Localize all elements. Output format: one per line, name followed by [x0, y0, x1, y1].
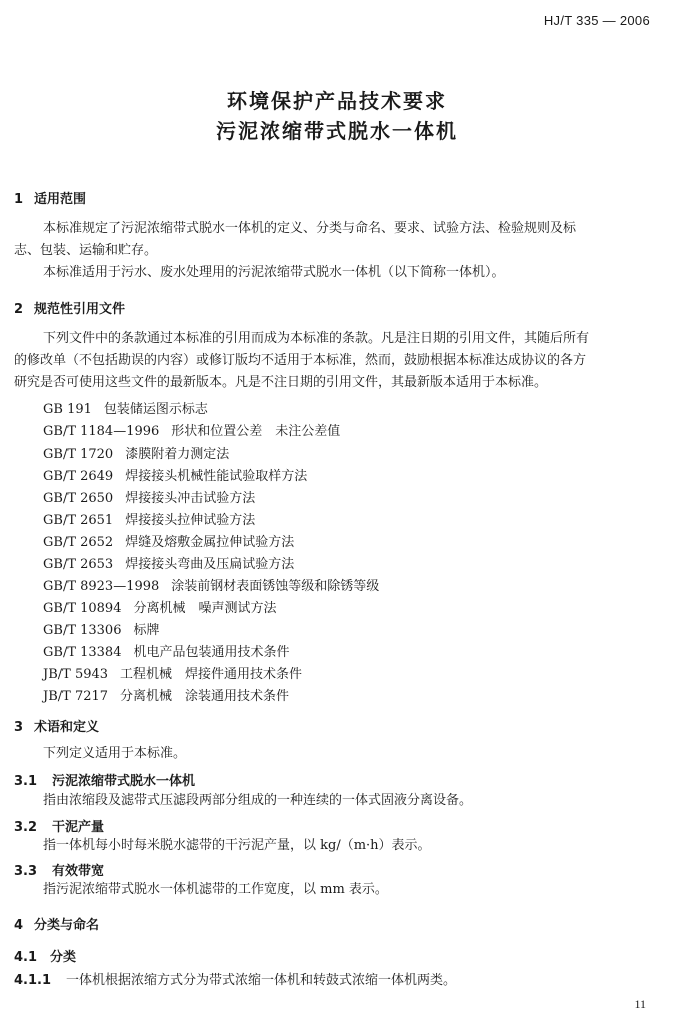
paragraph: 本标准规定了污泥浓缩带式脱水一体机的定义、分类与命名、要求、试验方法、检验规则及标 [43, 221, 577, 236]
reference-item [43, 619, 160, 638]
reference-item [43, 663, 302, 682]
paragraph: 本标准适用于污水、废水处理用的污泥浓缩带式脱水一体机（以下简称一体机）。 [43, 265, 505, 280]
clause-number: 4.1.1 [14, 973, 52, 988]
standard-code: HJ/T 335 — 2006 [543, 13, 650, 28]
subsection-title: 干泥产量 [52, 820, 105, 835]
reference-code: GB/T 13384 [43, 645, 122, 660]
subsection-title: 分类 [50, 950, 77, 965]
section-title: 分类与命名 [34, 918, 100, 933]
section-title: 适用范围 [34, 192, 87, 207]
reference-title: 形状和位置公差 未注公差值 [171, 424, 341, 439]
section-3-heading [14, 716, 99, 735]
paragraph: 下列文件中的条款通过本标准的引用而成为本标准的条款。凡是注日期的引用文件，其随后所有 [43, 331, 590, 346]
reference-code: GB 191 [43, 402, 92, 417]
section-number: 4 [14, 918, 24, 933]
reference-code: GB/T 1184—1996 [43, 424, 160, 439]
definition-text: 指由浓缩段及滤带式压滤段两部分组成的一种连续的一体式固液分离设备。 [43, 793, 473, 808]
reference-title: 分离机械 噪声测试方法 [133, 601, 277, 616]
clause-text: 一体机根据浓缩方式分为带式浓缩一体机和转鼓式浓缩一体机两类。 [66, 973, 457, 988]
reference-code: JB/T 5943 [43, 667, 109, 682]
subsection-3-2-heading [14, 816, 104, 835]
document-title-line2: 污泥浓缩带式脱水一体机 [216, 119, 458, 143]
paragraph: 的修改单（不包括勘误的内容）或修订版均不适用于本标准，然而，鼓励根据本标准达成协议的各方 [14, 353, 587, 368]
reference-code: GB/T 2651 [43, 513, 114, 528]
reference-item [43, 641, 290, 660]
subsection-3-1-heading [14, 770, 195, 789]
section-number: 2 [14, 302, 24, 317]
reference-code: JB/T 7217 [43, 689, 109, 704]
definition-text: 指污泥浓缩带式脱水一体机滤带的工作宽度，以 mm 表示。 [43, 882, 388, 897]
reference-title: 漆膜附着力测定法 [125, 447, 230, 462]
reference-title: 焊缝及熔敷金属拉伸试验方法 [125, 535, 295, 550]
reference-item [43, 398, 208, 417]
section-number: 3 [14, 720, 24, 735]
paragraph: 下列定义适用于本标准。 [43, 746, 187, 761]
subsection-3-3-heading [14, 860, 104, 879]
reference-item [43, 420, 340, 439]
reference-title: 涂装前钢材表面锈蚀等级和除锈等级 [171, 579, 380, 594]
reference-title: 包装储运图示标志 [103, 402, 208, 417]
reference-title: 焊接接头弯曲及压扁试验方法 [125, 557, 295, 572]
subsection-number: 3.2 [14, 820, 38, 835]
subsection-title: 有效带宽 [52, 864, 105, 879]
subsection-number: 4.1 [14, 950, 38, 965]
reference-title: 工程机械 焊接件通用技术条件 [120, 667, 303, 682]
reference-item [43, 443, 229, 462]
reference-item [43, 509, 255, 528]
reference-code: GB/T 2650 [43, 491, 114, 506]
section-title: 术语和定义 [34, 720, 100, 735]
reference-code: GB/T 10894 [43, 601, 122, 616]
clause-4-1-1 [14, 969, 456, 988]
page-number: 11 [634, 997, 646, 1011]
reference-item [43, 685, 289, 704]
paragraph: 志、包装、运输和贮存。 [14, 243, 158, 258]
reference-code: GB/T 1720 [43, 447, 114, 462]
reference-title: 焊接接头拉伸试验方法 [125, 513, 256, 528]
definition-text: 指一体机每小时每米脱水滤带的干污泥产量，以 kg/（m·h）表示。 [43, 838, 431, 853]
subsection-title: 污泥浓缩带式脱水一体机 [52, 774, 196, 789]
paragraph: 研究是否可使用这些文件的最新版本。凡是不注日期的引用文件，其最新版本适用于本标准。 [14, 375, 548, 390]
subsection-number: 3.1 [14, 774, 38, 789]
reference-item [43, 553, 294, 572]
reference-item [43, 465, 307, 484]
reference-item [43, 575, 379, 594]
subsection-4-1-heading [14, 946, 76, 965]
section-title: 规范性引用文件 [34, 302, 126, 317]
reference-title: 分离机械 涂装通用技术条件 [120, 689, 290, 704]
reference-item [43, 531, 294, 550]
reference-item [43, 487, 255, 506]
reference-code: GB/T 2653 [43, 557, 114, 572]
section-4-heading [14, 914, 99, 933]
reference-title: 标牌 [133, 623, 160, 638]
reference-code: GB/T 2649 [43, 469, 114, 484]
section-1-heading [14, 188, 86, 207]
reference-title: 焊接接头冲击试验方法 [125, 491, 256, 506]
section-number: 1 [14, 192, 24, 207]
section-2-heading [14, 298, 125, 317]
reference-title: 机电产品包装通用技术条件 [133, 645, 290, 660]
document-title-line1: 环境保护产品技术要求 [227, 89, 447, 113]
subsection-number: 3.3 [14, 864, 38, 879]
reference-code: GB/T 2652 [43, 535, 114, 550]
reference-title: 焊接接头机械性能试验取样方法 [125, 469, 308, 484]
reference-item [43, 597, 277, 616]
reference-code: GB/T 8923—1998 [43, 579, 160, 594]
reference-code: GB/T 13306 [43, 623, 122, 638]
